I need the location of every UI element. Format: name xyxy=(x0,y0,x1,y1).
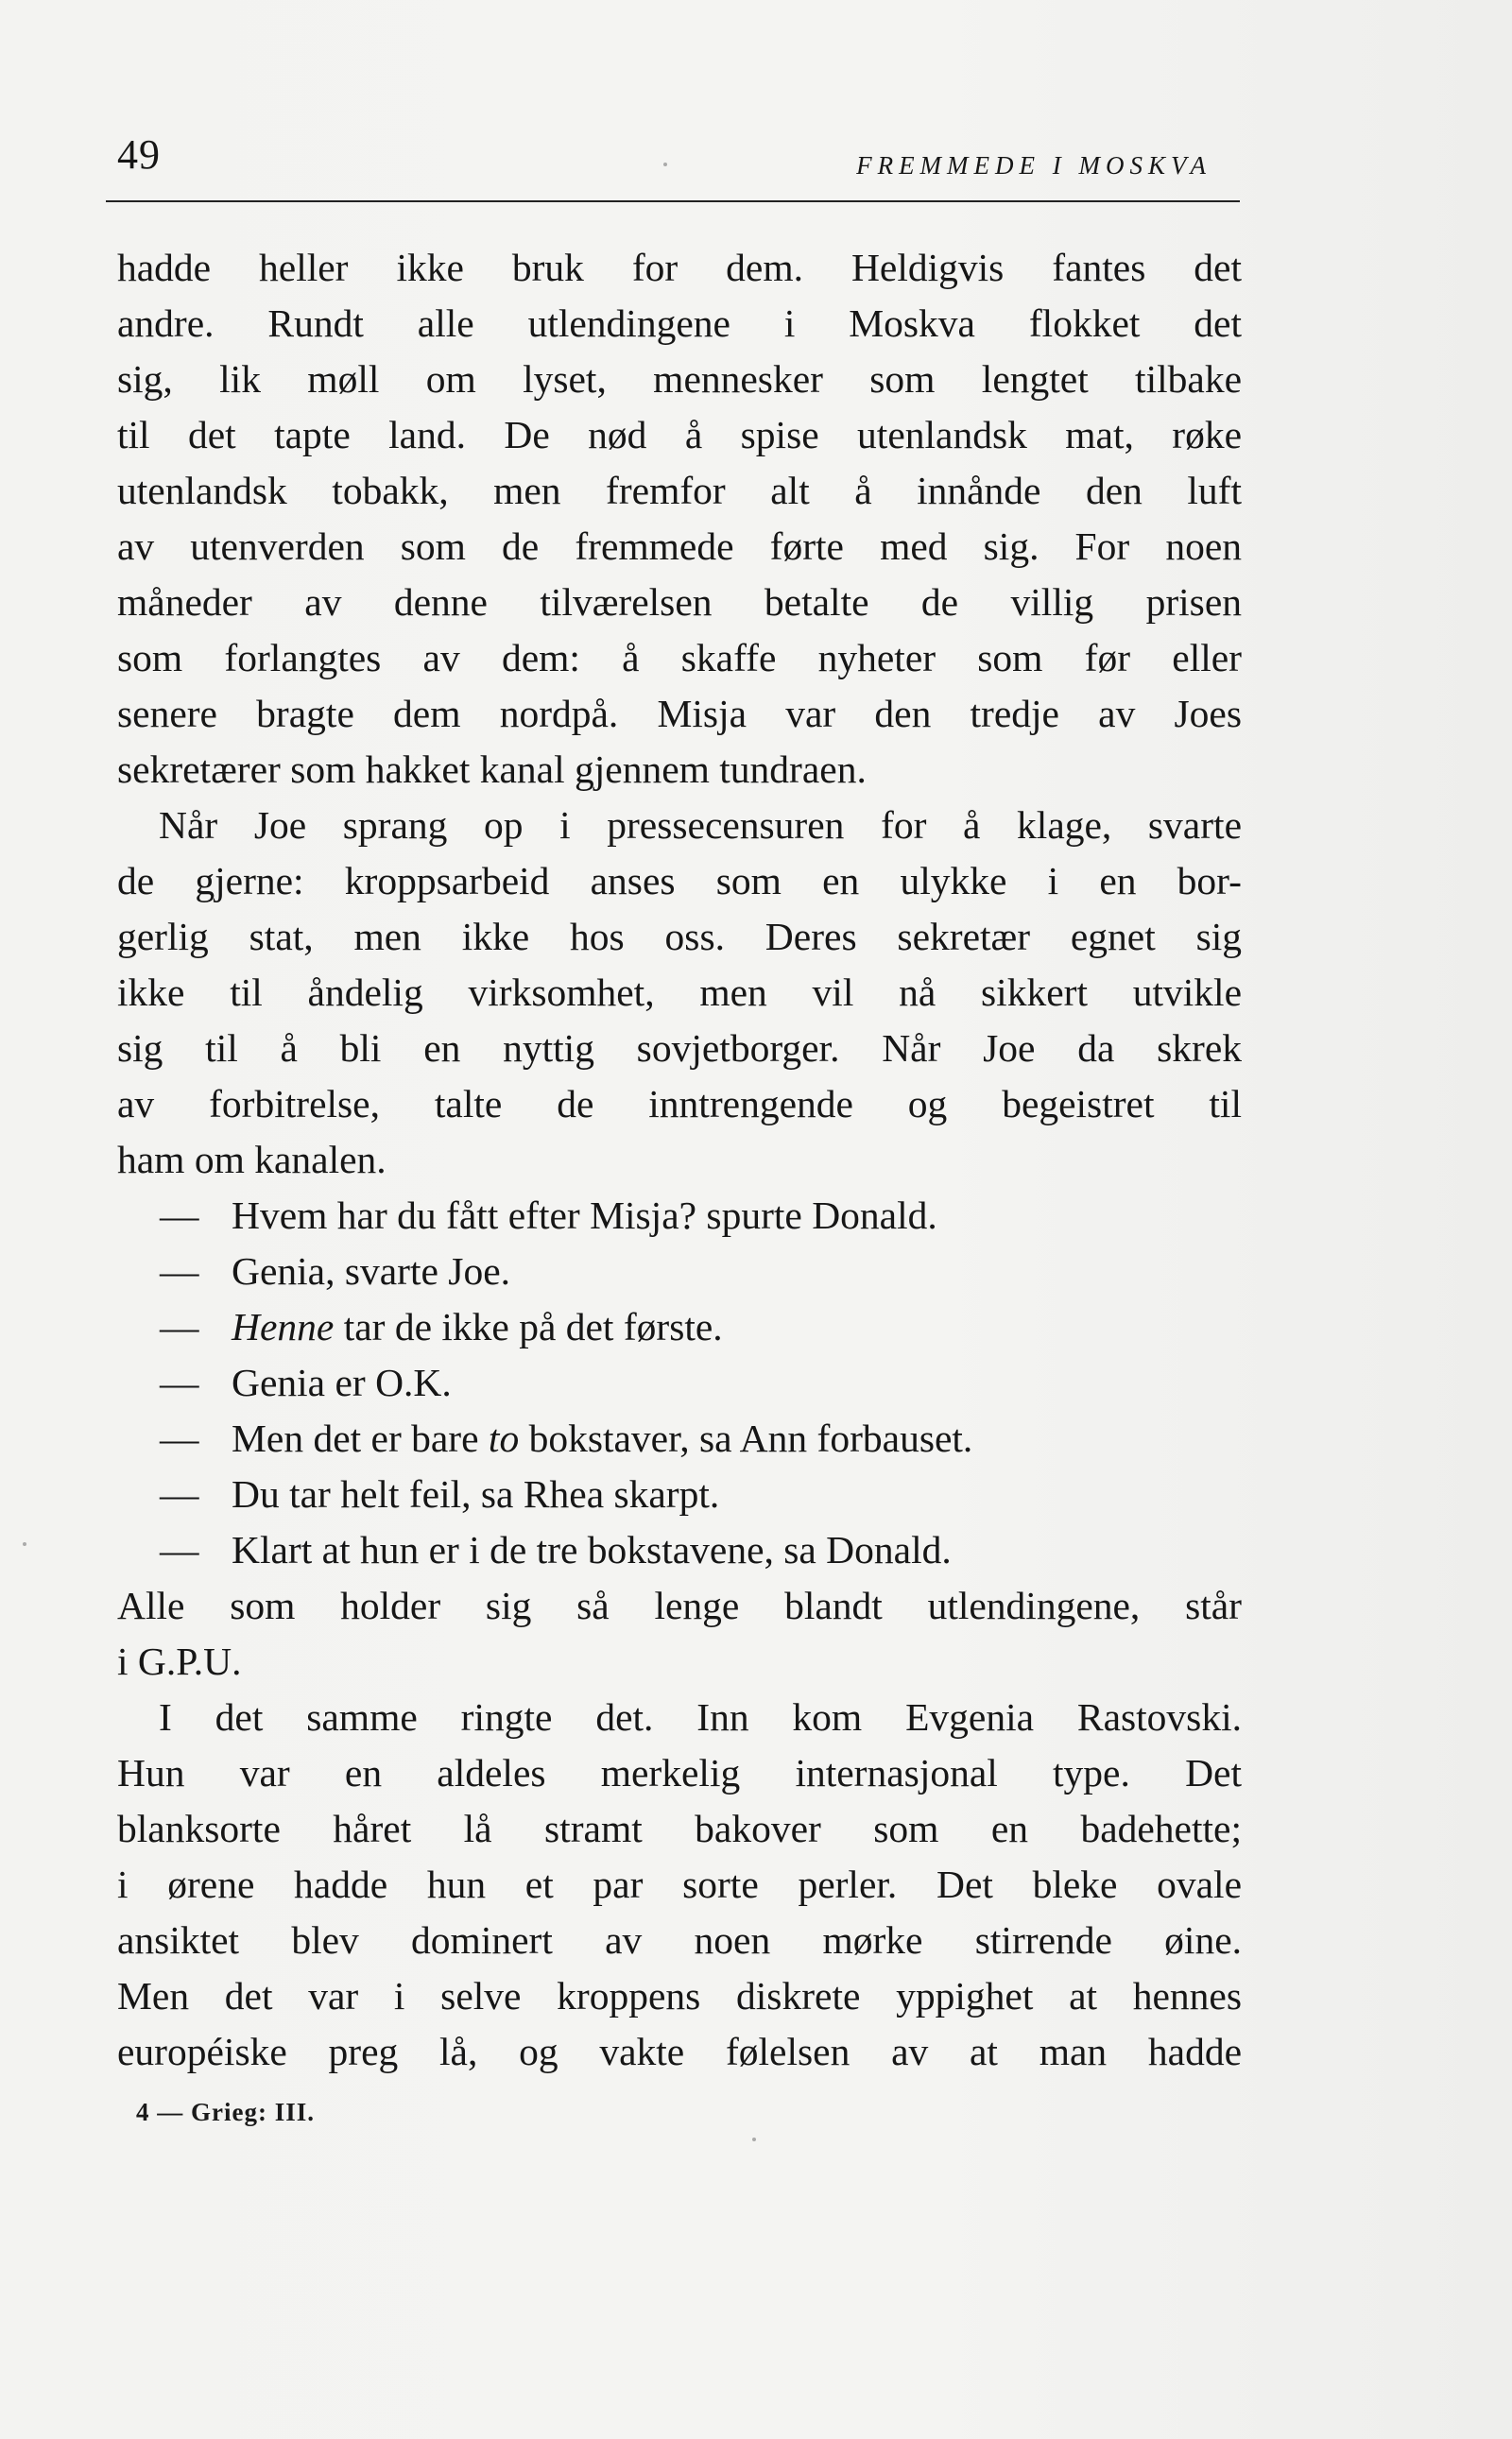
dash: — xyxy=(160,1361,199,1404)
dust-speck xyxy=(663,163,667,166)
dialogue-line xyxy=(117,1467,1242,1522)
text-line: sig til å bli en nyttig sovjetborger. Når Joe da skrek xyxy=(117,1026,1242,1070)
text-line: sig, lik møll om lyset, mennesker som lengtet tilbake xyxy=(117,357,1242,401)
dash: — xyxy=(160,1249,199,1293)
book-page xyxy=(106,121,1242,2073)
text-line: Når Joe sprang op i pressecensuren for å klage, svarte xyxy=(159,803,1242,847)
text-line: européiske preg lå, og vakte følelsen av at man hadde xyxy=(117,2030,1242,2073)
text-line: i ørene hadde hun et par sorte perler. Det bleke ovale xyxy=(117,1863,1242,1906)
text-line: ham om kanalen. xyxy=(117,1138,387,1181)
text-line: av utenverden som de fremmede førte med sig. For noen xyxy=(117,524,1242,568)
dialogue-line xyxy=(117,1188,1242,1244)
text-line: utenlandsk tobakk, men fremfor alt å innånde den luft xyxy=(117,469,1242,512)
running-title: FREMMEDE I MOSKVA xyxy=(856,151,1211,180)
text-line: blanksorte håret lå stramt bakover som en badehette; xyxy=(117,1807,1242,1850)
text-line: sekretærer som hakket kanal gjennem tundraen. xyxy=(117,747,867,791)
dash: — xyxy=(160,1194,199,1237)
text-line: senere bragte dem nordpå. Misja var den tredje av Joes xyxy=(117,692,1242,735)
dash: — xyxy=(160,1417,199,1460)
dialogue-text: Men det er bare xyxy=(232,1417,489,1460)
dialogue-line xyxy=(117,1522,1242,1578)
italic-word: Henne xyxy=(232,1305,335,1348)
text-line: måneder av denne tilværelsen betalte de villig prisen xyxy=(117,580,1242,624)
text-line: i G.P.U. xyxy=(117,1640,242,1683)
dialogue-line xyxy=(117,1299,1242,1355)
dialogue-text: Hvem har du fått efter Misja? spurte Donald. xyxy=(232,1194,937,1237)
dialogue-line xyxy=(117,1244,1242,1299)
text-line: ansiktet blev dominert av noen mørke stirrende øine. xyxy=(117,1918,1242,1962)
text-line: Men det var i selve kroppens diskrete yppighet at hennes xyxy=(117,1974,1242,2018)
dialogue-line xyxy=(117,1355,1242,1411)
dialogue-text: Genia, svarte Joe. xyxy=(232,1249,510,1293)
text-line: hadde heller ikke bruk for dem. Heldigvis fantes det xyxy=(117,246,1242,289)
text-line: av forbitrelse, talte de inntrengende og begeistret til xyxy=(117,1082,1242,1125)
text-line: de gjerne: kroppsarbeid anses som en ulykke i en bor- xyxy=(117,859,1242,902)
dialogue-text: Du tar helt feil, sa Rhea skarpt. xyxy=(232,1472,720,1516)
dialogue-text: Klart at hun er i de tre bokstavene, sa Donald. xyxy=(232,1528,952,1572)
dust-speck xyxy=(23,1542,26,1546)
text-line: ikke til åndelig virksomhet, men vil nå sikkert utvikle xyxy=(117,970,1242,1014)
dialogue-text: tar de ikke på det første. xyxy=(334,1305,723,1348)
text-line: gerlig stat, men ikke hos oss. Deres sekretær egnet sig xyxy=(117,915,1242,958)
text-line: andre. Rundt alle utlendingene i Moskva flokket det xyxy=(117,301,1242,345)
signature-mark: 4 — Grieg: III. xyxy=(136,2098,315,2126)
text-line: som forlangtes av dem: å skaffe nyheter som før eller xyxy=(117,636,1242,679)
dust-speck xyxy=(752,2138,756,2141)
page-number: 49 xyxy=(117,131,161,178)
running-head xyxy=(106,121,1240,202)
text-line: til det tapte land. De nød å spise utenlandsk mat, røke xyxy=(117,413,1242,456)
dialogue-text: Genia er O.K. xyxy=(232,1361,452,1404)
text-line: Alle som holder sig så lenge blandt utlendingene, står xyxy=(117,1584,1242,1627)
dialogue-text: bokstaver, sa Ann forbauset. xyxy=(519,1417,973,1460)
body-text xyxy=(117,240,1242,2080)
dash: — xyxy=(160,1472,199,1516)
text-line: I det samme ringte det. Inn kom Evgenia Rastovski. xyxy=(159,1695,1242,1739)
dialogue-line xyxy=(117,1411,1242,1467)
italic-word: to xyxy=(488,1417,520,1460)
dash: — xyxy=(160,1305,199,1348)
text-line: Hun var en aldeles merkelig internasjonal type. Det xyxy=(117,1751,1242,1795)
dash: — xyxy=(160,1528,199,1572)
